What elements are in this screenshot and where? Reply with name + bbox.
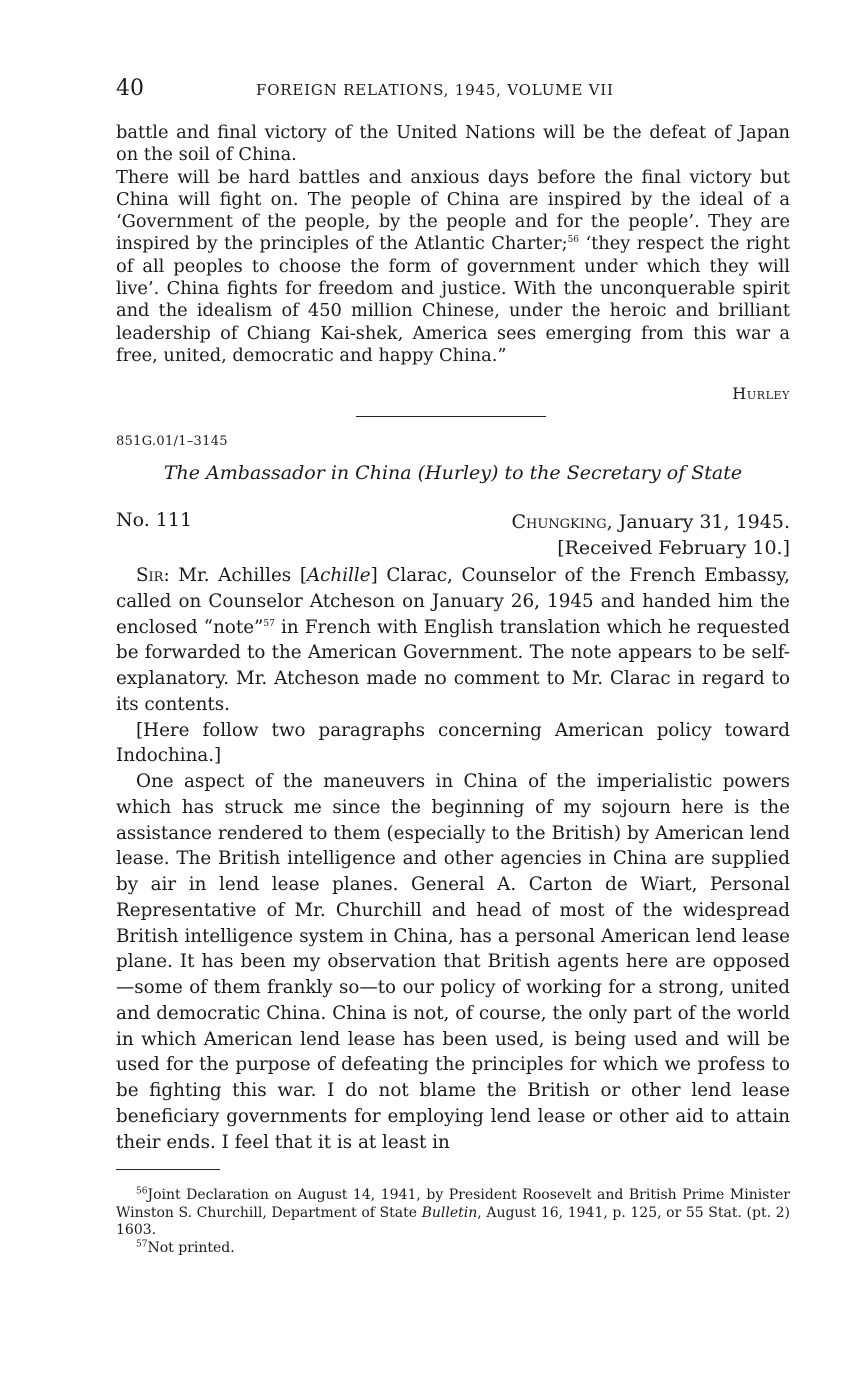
- body-paragraph-3: One aspect of the maneuvers in China of the imperialistic powers which has struck me since the beginning of my sojourn here is the assistance rendered to them (especially to the British) by American lend lease. The British intelligence and other agencies in China are supplied by air in lend lease planes. General A. Carton de Wiart, Personal Representative of Mr. Churchill and head of most of the widespread British intelligence system in China, has a personal American lend lease plane. It has been my observation that British agents here are opposed—some of them frankly so—to our policy of working for a strong, united and democratic China. China is not, of course, the only part of the world in which American lend lease has been used, is being used and will be used for the purpose of defeating the principles for which we profess to be fighting this war. I do not blame the British or other lend lease beneficiary governments for employing lend lease or other aid to attain their ends. I feel that it is at least in: [116, 771, 790, 1153]
- body-paragraph-2: [Here follow two paragraphs concerning American policy toward Indochina.]: [116, 719, 790, 767]
- footnote-56: $^{56}$Joint Declaration on August 14, 1941, by President Roosevelt and British Prime Minister Winston S. Churchill, Department of State Bulletin, August 16, 1941, p. 125, or 55 Stat. (pt. 2) 1603.: [116, 1186, 790, 1238]
- page-number: 40: [116, 76, 144, 101]
- dateline: [511, 509, 790, 561]
- footnote-ref-56: 56: [567, 235, 580, 246]
- section-divider: [356, 416, 546, 417]
- document-title: The Ambassador in China (Hurley) to the Secretary of State: [163, 462, 743, 484]
- body-paragraph-1: Sir: Mr. Achilles [Achille] Clarac, Counselor of the French Embassy, called on Counselor Atcheson on January 26, 1945 and handed him the enclosed “note”$^{57}$ in French with English translation which he requested be forwarded to the American Government. The note appears to be self-explanatory. Mr. Atcheson made no comment to Mr. Clarac in regard to its contents.: [116, 565, 790, 715]
- document-number: No. 111: [116, 509, 193, 531]
- file-number: 851G.01/1–3145: [116, 434, 228, 449]
- footnote-ref-57: 57: [263, 618, 275, 629]
- footnote-divider: [116, 1169, 220, 1170]
- footnote-57: $^{57}$Not printed.: [136, 1238, 235, 1256]
- place: Chungking: [511, 511, 607, 533]
- previous-paragraph-2: There will be hard battles and anxious days before the final victory but China will fight on. The people of China are inspired by the ideal of a ‘Government of the people, by the people and for the people’. They are inspired by the principles of the Atlantic Charter;$^{56}$ ‘they respect the right of all peoples to choose the form of government under which they will live’. China fights for freedom and justice. With the unconquerable spirit and the idealism of 450 million Chinese, under the heroic and brilliant leadership of Chiang Kai-shek, America sees emerging from this war a free, united, democratic and happy China.”: [116, 166, 790, 366]
- received-date: [Received February 10.]: [557, 537, 790, 559]
- signature: Hurley: [732, 384, 790, 403]
- document-body: [116, 563, 790, 1155]
- previous-document-text: [116, 122, 790, 367]
- page-header: [116, 76, 790, 106]
- previous-paragraph-1: battle and final victory of the United Nations will be the defeat of Japan on the soil of China.: [116, 122, 790, 166]
- date: , January 31, 1945.: [606, 511, 790, 533]
- running-head: FOREIGN RELATIONS, 1945, VOLUME VII: [256, 81, 614, 99]
- footnotes: [116, 1187, 790, 1257]
- salutation: Sir: [136, 565, 164, 586]
